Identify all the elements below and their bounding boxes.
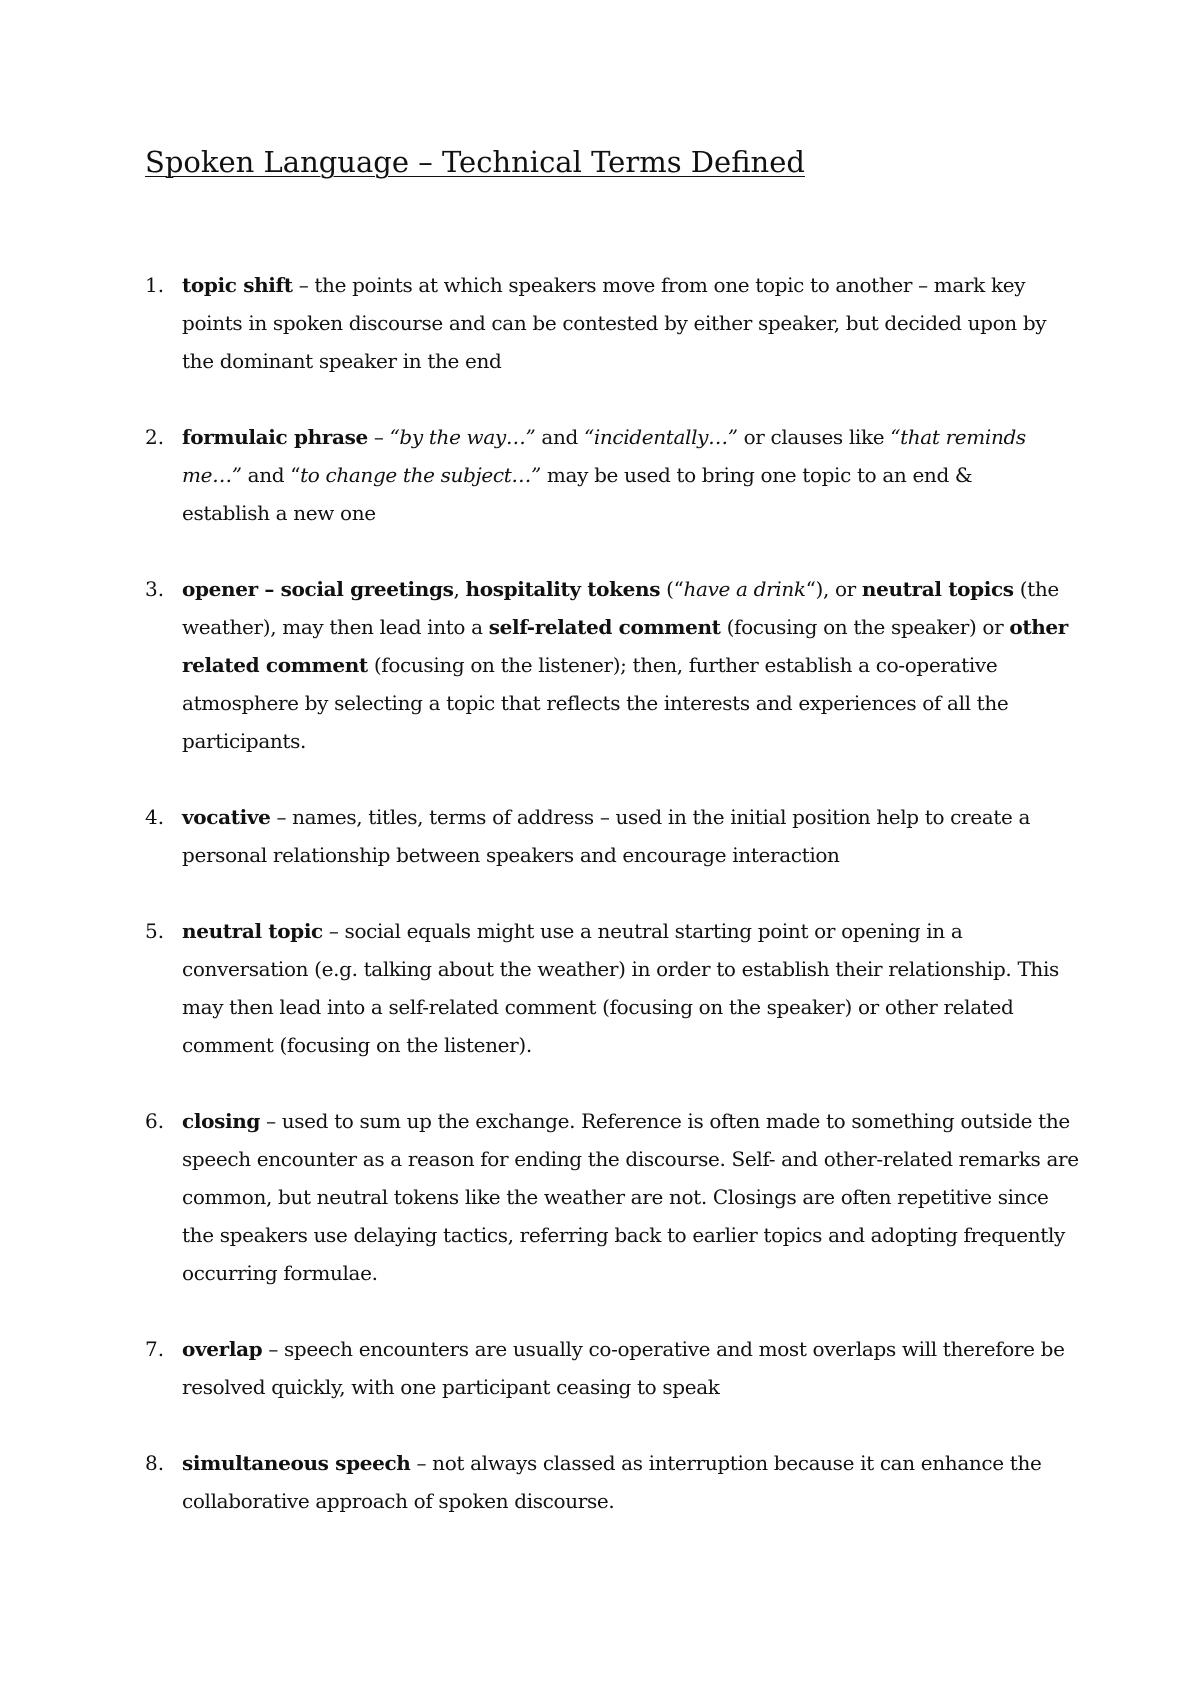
text-run: may be used to bring one topic to an end &: [540, 463, 973, 487]
text-line: [182, 456, 1062, 494]
text-line: [182, 266, 1062, 304]
text-run: (focusing on the listener); then, further establish a co-operative: [367, 653, 998, 677]
text-line: [182, 1482, 1062, 1520]
item-number: 5.: [145, 919, 165, 943]
term-label: other: [1009, 615, 1068, 639]
text-line: [182, 1216, 1065, 1254]
text-run: and “: [241, 463, 301, 487]
example-phrase: to change the subject…”: [300, 463, 541, 487]
example-phrase: have a drink: [683, 577, 806, 601]
item-text: [182, 1444, 1062, 1520]
item-number: 7.: [145, 1337, 165, 1361]
text-run: atmosphere by selecting a topic that reflects the interests and experiences of all the: [182, 691, 1009, 715]
text-run: or clauses like: [737, 425, 891, 449]
page-title: Spoken Language – Technical Terms Defined: [145, 145, 805, 179]
text-line: [182, 570, 1062, 608]
text-run: the speakers use delaying tactics, referring back to earlier topics and adopting frequently: [182, 1223, 1065, 1247]
text-line: [182, 684, 1062, 722]
text-line: [182, 342, 1062, 380]
term-label: simultaneous speech: [182, 1451, 411, 1475]
text-run: points in spoken discourse and can be contested by either speaker, but decided upon by: [182, 311, 1047, 335]
text-line: [182, 836, 1062, 874]
text-line: [182, 494, 1062, 532]
item-number: 3.: [145, 577, 165, 601]
text-run: – not always classed as interruption because it can enhance the: [410, 1451, 1042, 1475]
text-run: – names, titles, terms of address – used in the initial position help to create a: [270, 805, 1031, 829]
text-run: establish a new one: [182, 501, 376, 525]
text-run: conversation (e.g. talking about the weather) in order to establish their relationship. This: [182, 957, 1059, 981]
text-run: – speech encounters are usually co-operative and most overlaps will therefore be: [262, 1337, 1065, 1361]
example-phrase: “by the way…”: [389, 425, 536, 449]
text-line: [182, 304, 1062, 342]
item-text: [182, 1102, 1079, 1292]
text-line: [182, 798, 1062, 836]
term-label: formulaic phrase: [182, 425, 368, 449]
text-run: collaborative approach of spoken discourse.: [182, 1489, 615, 1513]
text-run: – the points at which speakers move from one topic to another – mark key: [292, 273, 1026, 297]
term-label: overlap: [182, 1337, 263, 1361]
text-run: resolved quickly, with one participant ceasing to speak: [182, 1375, 720, 1399]
example-phrase: “incidentally…”: [583, 425, 738, 449]
text-line: [182, 418, 1062, 456]
term-label: hospitality tokens: [465, 577, 661, 601]
term-label: related comment: [182, 653, 368, 677]
item-number: 4.: [145, 805, 165, 829]
text-run: may then lead into a self-related comment (focusing on the speaker) or other related: [182, 995, 1014, 1019]
example-phrase: “that reminds: [890, 425, 1026, 449]
text-run: (“: [660, 577, 684, 601]
text-run: – used to sum up the exchange. Reference is often made to something outside the: [260, 1109, 1070, 1133]
text-run: (the: [1013, 577, 1059, 601]
text-run: the dominant speaker in the end: [182, 349, 502, 373]
text-run: occurring formulae.: [182, 1261, 378, 1285]
term-label: opener – social greetings: [182, 577, 454, 601]
text-run: speech encounter as a reason for ending the discourse. Self- and other-related remarks are: [182, 1147, 1079, 1171]
term-label: topic shift: [182, 273, 293, 297]
item-text: [182, 798, 1062, 874]
example-phrase: me…”: [182, 463, 242, 487]
term-label: closing: [182, 1109, 261, 1133]
text-line: [182, 1330, 1065, 1368]
item-number: 8.: [145, 1451, 165, 1475]
item-text: [182, 418, 1062, 532]
text-line: [182, 1026, 1062, 1064]
text-line: [182, 1254, 1062, 1292]
item-text: [182, 266, 1062, 380]
text-run: – social equals might use a neutral starting point or opening in a: [322, 919, 963, 943]
item-text: [182, 570, 1068, 760]
text-run: ,: [453, 577, 466, 601]
term-label: self-related comment: [488, 615, 721, 639]
item-text: [182, 912, 1062, 1064]
text-line: [182, 722, 1062, 760]
item-number: 2.: [145, 425, 165, 449]
text-run: –: [367, 425, 390, 449]
text-line: [182, 950, 1062, 988]
term-label: neutral topics: [861, 577, 1014, 601]
term-label: vocative: [182, 805, 271, 829]
text-line: [182, 1178, 1062, 1216]
text-run: and: [535, 425, 584, 449]
text-run: “), or: [805, 577, 862, 601]
text-line: [182, 1368, 1062, 1406]
text-line: [182, 912, 1062, 950]
text-line: [182, 1444, 1062, 1482]
text-line: [182, 988, 1062, 1026]
text-line: [182, 1102, 1070, 1140]
text-run: personal relationship between speakers and encourage interaction: [182, 843, 840, 867]
item-text: [182, 1330, 1065, 1406]
term-label: neutral topic: [182, 919, 323, 943]
text-run: comment (focusing on the listener).: [182, 1033, 532, 1057]
text-run: common, but neutral tokens like the weather are not. Closings are often repetitive since: [182, 1185, 1049, 1209]
text-run: weather), may then lead into a: [182, 615, 489, 639]
item-number: 6.: [145, 1109, 165, 1133]
text-run: (focusing on the speaker) or: [720, 615, 1010, 639]
text-line: [182, 646, 1062, 684]
text-line: [182, 608, 1068, 646]
text-run: participants.: [182, 729, 307, 753]
item-number: 1.: [145, 273, 165, 297]
text-line: [182, 1140, 1079, 1178]
